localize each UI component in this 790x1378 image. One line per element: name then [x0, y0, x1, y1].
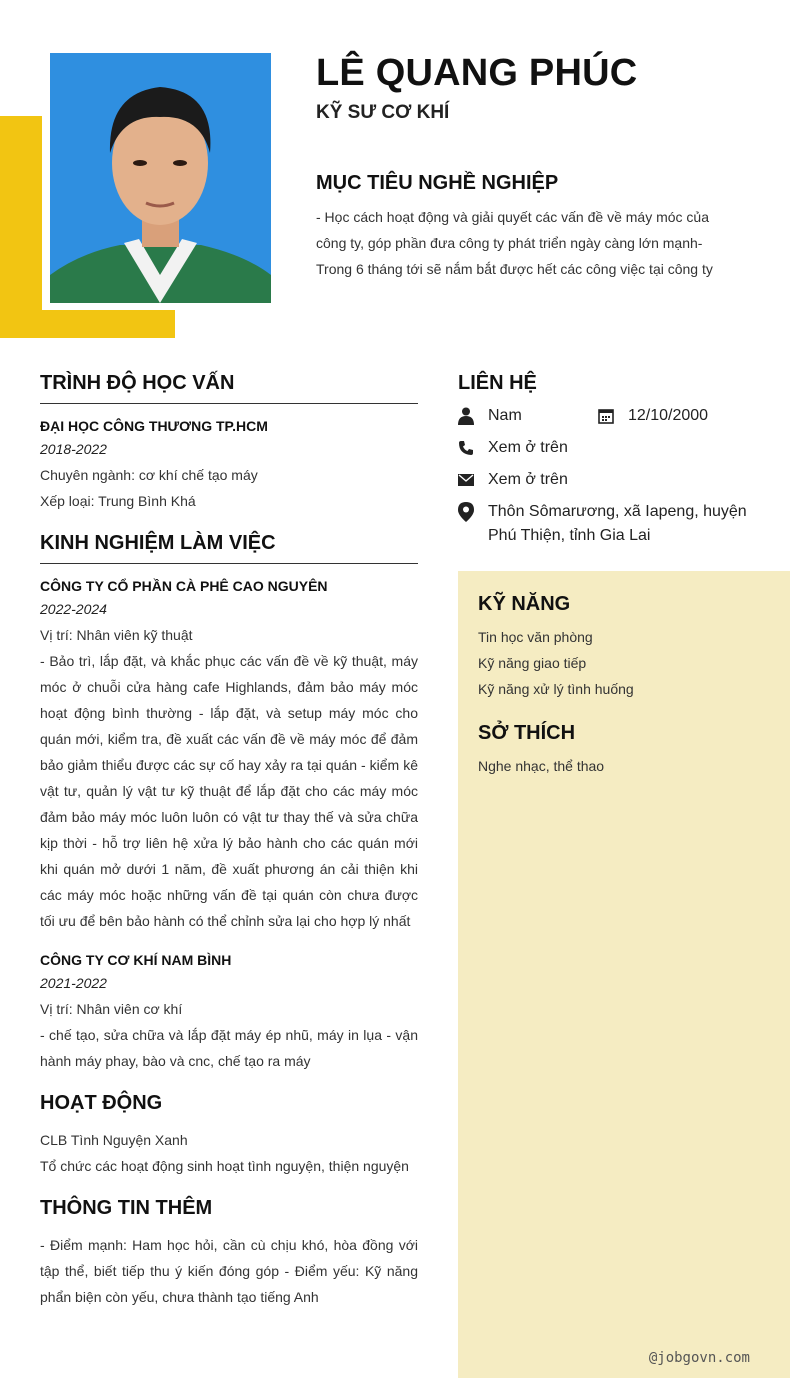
skill-item: Kỹ năng giao tiếp [478, 655, 587, 671]
experience-entry [40, 950, 418, 1074]
mail-icon [458, 468, 488, 492]
education-heading: TRÌNH ĐỘ HỌC VẤN [40, 372, 418, 404]
contact-heading: LIÊN HỆ [458, 372, 537, 394]
phone-icon [458, 436, 488, 460]
company-name: CÔNG TY CỔ PHẦN CÀ PHÊ CAO NGUYÊN [40, 578, 328, 594]
education-period: 2018-2022 [40, 441, 107, 457]
address-value: Thôn Sômarương, xã Iapeng, huyện Phú Thiện, tỉnh Gia Lai [488, 503, 747, 544]
calendar-icon [598, 404, 628, 428]
education-entry [40, 416, 418, 514]
birthdate-row [598, 404, 708, 428]
activity-entry [40, 1127, 418, 1179]
hobbies-text: Nghe nhạc, thể thao [478, 758, 605, 774]
job-title: KỸ SƯ CƠ KHÍ [316, 102, 450, 123]
gender-row [458, 404, 522, 428]
side-panel [458, 571, 790, 1378]
education-grade: Xếp loại: Trung Bình Khá [40, 493, 196, 509]
candidate-name: LÊ QUANG PHÚC [316, 52, 638, 94]
phone-row [458, 436, 568, 460]
activities-heading: HOẠT ĐỘNG [40, 1092, 163, 1114]
job-period: 2022-2024 [40, 601, 107, 617]
location-pin-icon [458, 500, 488, 524]
skill-item: Tin học văn phòng [478, 629, 593, 645]
additional-info-entry [40, 1232, 418, 1310]
additional-info-text: - Điểm mạnh: Ham học hỏi, cần cù chịu khó, hòa đồng với tập thể, biết tiếp thu ý kiến đóng góp - Điểm yếu: Kỹ năng phẩn biện còn yếu, chưa thành tạo tiếng Anh [40, 1237, 418, 1305]
education-major: Chuyên ngành: cơ khí chế tạo máy [40, 467, 258, 483]
job-position: Vị trí: Nhân viên cơ khí [40, 1001, 183, 1017]
additional-info-heading: THÔNG TIN THÊM [40, 1197, 213, 1219]
objective-text: - Học cách hoạt động và giải quyết các vấn đề về máy móc của công ty, góp phần đưa công ty phát triển ngày càng lớn mạnh- Trong 6 tháng tới sẽ nắm bắt được hết các công việc tại công ty [316, 209, 713, 277]
objective-heading: MỤC TIÊU NGHỀ NGHIỆP [316, 172, 559, 194]
job-position: Vị trí: Nhân viên kỹ thuật [40, 627, 193, 643]
phone-value: Xem ở trên [488, 439, 568, 456]
skill-item: Kỹ năng xử lý tình huống [478, 681, 634, 697]
activity-description: Tổ chức các hoạt động sinh hoạt tình nguyện, thiện nguyện [40, 1158, 409, 1174]
gender-value: Nam [488, 407, 522, 424]
portrait-image [50, 53, 271, 303]
job-description: - chế tạo, sửa chữa và lắp đặt máy ép nhũ, máy in lụa - vận hành máy phay, bào và cnc, chế tạo ra máy [40, 1027, 418, 1069]
objective-section [316, 172, 741, 282]
company-name: CÔNG TY CƠ KHÍ NAM BÌNH [40, 952, 232, 968]
contact-section [458, 372, 758, 544]
experience-entry [40, 576, 418, 934]
skills-heading: KỸ NĂNG [478, 593, 571, 615]
experience-heading: KINH NGHIỆM LÀM VIỆC [40, 532, 418, 564]
left-column [40, 372, 418, 1310]
email-row [458, 468, 568, 492]
hobbies-heading: SỞ THÍCH [478, 722, 576, 744]
profile-photo [50, 53, 271, 303]
email-value: Xem ở trên [488, 471, 568, 488]
address-row [458, 500, 748, 548]
job-period: 2021-2022 [40, 975, 107, 991]
person-icon [458, 404, 488, 428]
activity-org: CLB Tình Nguyện Xanh [40, 1132, 188, 1148]
watermark: @jobgovn.com [648, 1350, 750, 1366]
birthdate-value: 12/10/2000 [628, 407, 709, 424]
job-description: - Bảo trì, lắp đặt, và khắc phục các vấn đề về kỹ thuật, máy móc ở chuỗi cửa hàng cafe Highlands, đảm bảo máy móc hoạt động bình thường - lắp đặt, và setup máy móc cho quán mới, kiểm tra, đề xuất các vấn đề về máy móc để đảm bảo giảm thiểu được các sự cố hay xảy ra tại quán - kiểm kê vật tư, quản lý vật tư kỹ thuật để lắp đặt cho các máy móc đảm bảo máy móc luôn luôn có vật tư thay thế và sửa chữa kịp thời - hỗ trợ liên hệ xửa lý bảo hành cho các quán mới khi quán mở dưới 1 năm, đề xuất phương án cải thiện khi các máy móc hoặc những vấn đề tại quán còn chưa được tối ưu để bên bảo hành có thể chỉnh sửa lại cho hợp lý nhất [40, 653, 418, 929]
school-name: ĐẠI HỌC CÔNG THƯƠNG TP.HCM [40, 418, 268, 434]
